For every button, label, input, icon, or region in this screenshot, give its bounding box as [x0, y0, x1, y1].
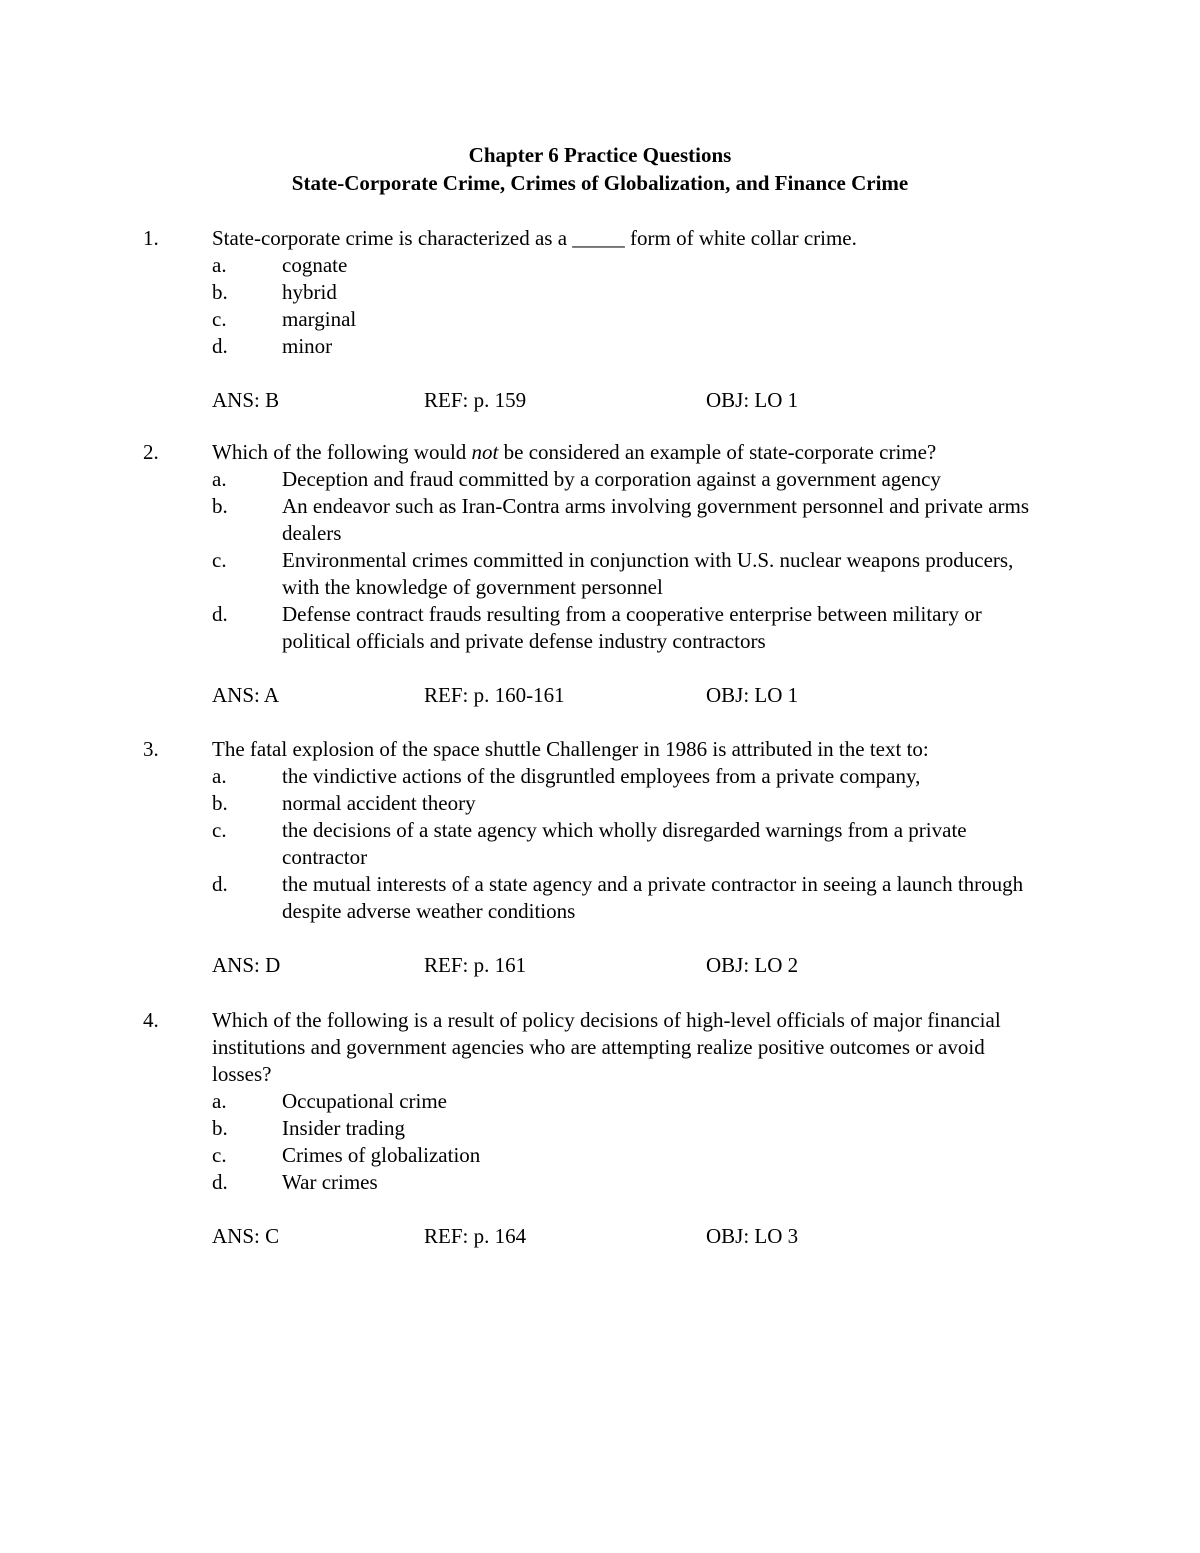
question-stem-row [0, 225, 1200, 252]
question-number: 3. [143, 737, 159, 761]
question-number: 2. [143, 440, 159, 464]
option-letter: d. [212, 872, 228, 896]
option-letter: c. [212, 548, 227, 572]
objective-label: OBJ: LO 1 [706, 388, 799, 412]
answer-option [0, 817, 1200, 871]
page-title: Chapter 6 Practice Questions [468, 143, 732, 167]
option-letter: b. [212, 791, 228, 815]
option-text: marginal [282, 307, 357, 331]
reference-label: REF: p. 161 [424, 953, 527, 977]
question-stem-row [0, 736, 1200, 763]
question-text-start: Which of the following would [212, 440, 472, 464]
option-text: the mutual interests of a state agency and a private contractor in seeing a launch through despite adverse weather conditions [282, 872, 1024, 923]
answer-option [0, 763, 1200, 790]
question-number: 4. [143, 1008, 159, 1032]
option-letter: a. [212, 467, 227, 491]
option-letter: d. [212, 334, 228, 358]
answer-key-row [0, 387, 1200, 414]
question-text-emphasis: not [471, 440, 499, 464]
option-text: Defense contract frauds resulting from a cooperative enterprise between military or political officials and private defense industry contractors [282, 602, 982, 653]
question-text: State-corporate crime is characterized as a _____ form of white collar crime. [212, 226, 857, 250]
option-letter: c. [212, 1143, 227, 1167]
question-text-end: be considered an example of state-corporate crime? [498, 440, 937, 464]
option-letter: c. [212, 818, 227, 842]
answer-option [0, 1142, 1200, 1169]
answer-option [0, 1115, 1200, 1142]
objective-label: OBJ: LO 3 [706, 1224, 799, 1248]
option-text: cognate [282, 253, 348, 277]
option-text: hybrid [282, 280, 337, 304]
option-text: normal accident theory [282, 791, 476, 815]
answer-option [0, 306, 1200, 333]
question-3 [0, 736, 1200, 979]
reference-label: REF: p. 159 [424, 388, 527, 412]
option-text: Occupational crime [282, 1089, 448, 1113]
answer-option [0, 252, 1200, 279]
option-letter: a. [212, 1089, 227, 1113]
answer-label: ANS: D [212, 953, 281, 977]
question-text [212, 439, 1042, 466]
answer-key-row [0, 952, 1200, 979]
answer-option [0, 466, 1200, 493]
question-text: Which of the following is a result of policy decisions of high-level officials of major financial institutions and government agencies who are attempting realize positive outcomes or avoid losses? [212, 1008, 1001, 1086]
question-number: 1. [143, 226, 159, 250]
answer-option [0, 279, 1200, 306]
option-text: War crimes [282, 1170, 378, 1194]
page-subtitle: State-Corporate Crime, Crimes of Globalization, and Finance Crime [291, 171, 909, 195]
answer-option [0, 601, 1200, 655]
objective-label: OBJ: LO 1 [706, 683, 799, 707]
reference-label: REF: p. 160-161 [424, 683, 565, 707]
option-letter: a. [212, 764, 227, 788]
option-letter: b. [212, 1116, 228, 1140]
option-letter: b. [212, 280, 228, 304]
option-letter: d. [212, 602, 228, 626]
option-text: An endeavor such as Iran-Contra arms involving government personnel and private arms dealers [282, 494, 1030, 545]
option-text: Deception and fraud committed by a corporation against a government agency [282, 467, 941, 491]
option-text: Insider trading [282, 1116, 406, 1140]
answer-option [0, 790, 1200, 817]
question-1 [0, 225, 1200, 414]
question-text: The fatal explosion of the space shuttle Challenger in 1986 is attributed in the text to: [212, 737, 929, 761]
answer-option [0, 493, 1200, 547]
option-letter: b. [212, 494, 228, 518]
answer-option [0, 871, 1200, 925]
answer-label: ANS: A [212, 683, 280, 707]
option-letter: c. [212, 307, 227, 331]
question-4 [0, 1007, 1200, 1250]
question-stem-row [0, 1007, 1200, 1088]
answer-key-row [0, 682, 1200, 709]
option-text: Environmental crimes committed in conjunction with U.S. nuclear weapons producers, with the knowledge of government personnel [282, 548, 1014, 599]
question-2 [0, 439, 1200, 709]
answer-key-row [0, 1223, 1200, 1250]
reference-label: REF: p. 164 [424, 1224, 527, 1248]
option-text: the decisions of a state agency which wholly disregarded warnings from a private contractor [282, 818, 967, 869]
option-text: Crimes of globalization [282, 1143, 481, 1167]
answer-option [0, 333, 1200, 360]
answer-option [0, 1088, 1200, 1115]
answer-label: ANS: B [212, 388, 280, 412]
answer-option [0, 1169, 1200, 1196]
option-letter: d. [212, 1170, 228, 1194]
option-text: minor [282, 334, 333, 358]
option-text: the vindictive actions of the disgruntled employees from a private company, [282, 764, 921, 788]
option-letter: a. [212, 253, 227, 277]
objective-label: OBJ: LO 2 [706, 953, 799, 977]
question-stem-row [0, 439, 1200, 466]
answer-option [0, 547, 1200, 601]
answer-label: ANS: C [212, 1224, 280, 1248]
